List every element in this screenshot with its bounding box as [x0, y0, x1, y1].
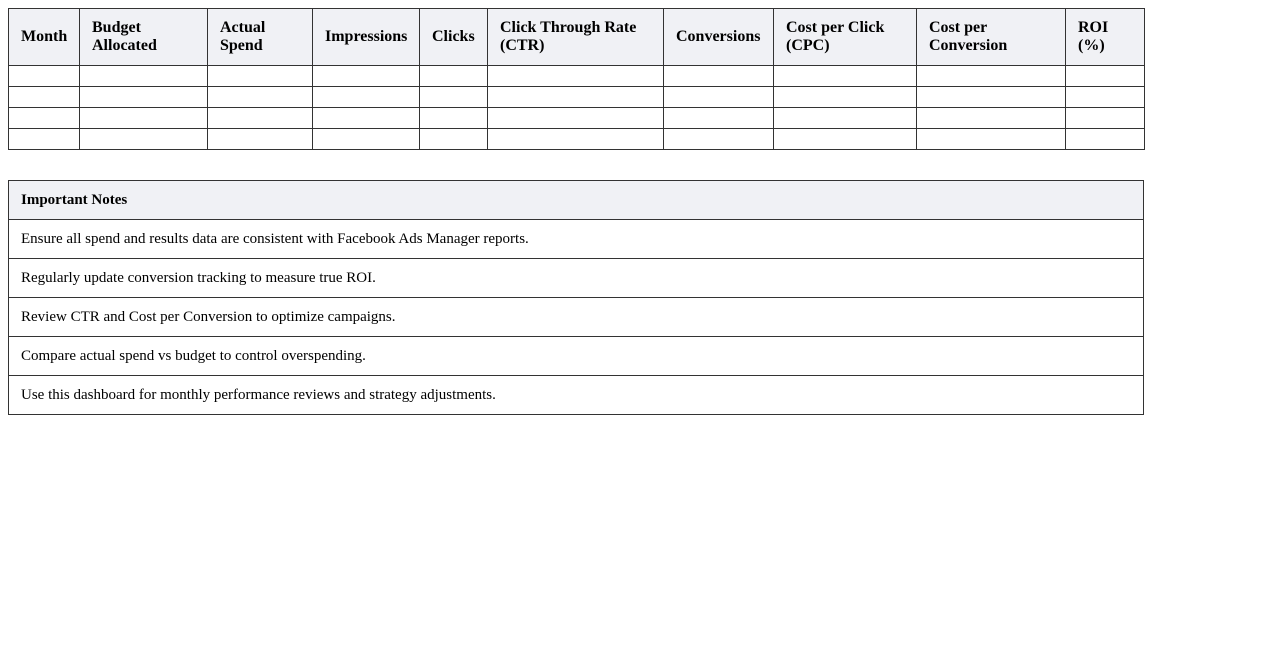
table-cell[interactable] [1066, 87, 1145, 108]
note-row [9, 376, 1144, 415]
note-row [9, 298, 1144, 337]
table-cell[interactable] [917, 87, 1066, 108]
campaign-metrics-table [8, 8, 1145, 150]
header-row [9, 9, 1145, 66]
table-row [9, 108, 1145, 129]
table-cell[interactable] [488, 108, 664, 129]
table-cell[interactable] [313, 108, 420, 129]
column-header-budget-allocated: Budget Allocated [80, 9, 208, 66]
table-cell[interactable] [313, 66, 420, 87]
notes-title: Important Notes [9, 181, 1144, 220]
table-cell[interactable] [1066, 108, 1145, 129]
table-cell[interactable] [1066, 66, 1145, 87]
table-cell[interactable] [664, 66, 774, 87]
table-cell[interactable] [774, 66, 917, 87]
note-item: Review CTR and Cost per Conversion to optimize campaigns. [9, 298, 1144, 337]
note-row [9, 259, 1144, 298]
table-cell[interactable] [420, 108, 488, 129]
column-header-cost-per-conversion: Cost per Conversion [917, 9, 1066, 66]
note-item: Use this dashboard for monthly performance reviews and strategy adjustments. [9, 376, 1144, 415]
table-cell[interactable] [917, 66, 1066, 87]
note-row [9, 220, 1144, 259]
note-item: Regularly update conversion tracking to measure true ROI. [9, 259, 1144, 298]
table-cell[interactable] [80, 129, 208, 150]
table-row [9, 66, 1145, 87]
table-cell[interactable] [9, 129, 80, 150]
table-cell[interactable] [208, 108, 313, 129]
table-row [9, 87, 1145, 108]
column-header-roi: ROI (%) [1066, 9, 1145, 66]
note-item: Compare actual spend vs budget to control overspending. [9, 337, 1144, 376]
table-cell[interactable] [313, 129, 420, 150]
table-cell[interactable] [664, 129, 774, 150]
note-row [9, 337, 1144, 376]
table-cell[interactable] [420, 87, 488, 108]
column-header-conversions: Conversions [664, 9, 774, 66]
table-cell[interactable] [774, 87, 917, 108]
table-row [9, 129, 1145, 150]
table-cell[interactable] [420, 66, 488, 87]
table-cell[interactable] [664, 87, 774, 108]
table-cell[interactable] [80, 66, 208, 87]
table-cell[interactable] [917, 129, 1066, 150]
important-notes-table [8, 180, 1144, 415]
table-cell[interactable] [313, 87, 420, 108]
table-cell[interactable] [80, 108, 208, 129]
table-cell[interactable] [774, 129, 917, 150]
table-cell[interactable] [488, 129, 664, 150]
table-cell[interactable] [774, 108, 917, 129]
table-cell[interactable] [917, 108, 1066, 129]
table-cell[interactable] [420, 129, 488, 150]
table-cell[interactable] [9, 66, 80, 87]
column-header-clicks: Clicks [420, 9, 488, 66]
column-header-ctr: Click Through Rate (CTR) [488, 9, 664, 66]
column-header-month: Month [9, 9, 80, 66]
column-header-actual-spend: Actual Spend [208, 9, 313, 66]
table-cell[interactable] [488, 87, 664, 108]
table-cell[interactable] [80, 87, 208, 108]
table-cell[interactable] [488, 66, 664, 87]
column-header-impressions: Impressions [313, 9, 420, 66]
table-cell[interactable] [9, 108, 80, 129]
table-cell[interactable] [664, 108, 774, 129]
note-item: Ensure all spend and results data are consistent with Facebook Ads Manager reports. [9, 220, 1144, 259]
table-cell[interactable] [9, 87, 80, 108]
column-header-cpc: Cost per Click (CPC) [774, 9, 917, 66]
table-cell[interactable] [208, 87, 313, 108]
table-cell[interactable] [208, 129, 313, 150]
table-cell[interactable] [208, 66, 313, 87]
notes-header-row [9, 181, 1144, 220]
table-cell[interactable] [1066, 129, 1145, 150]
